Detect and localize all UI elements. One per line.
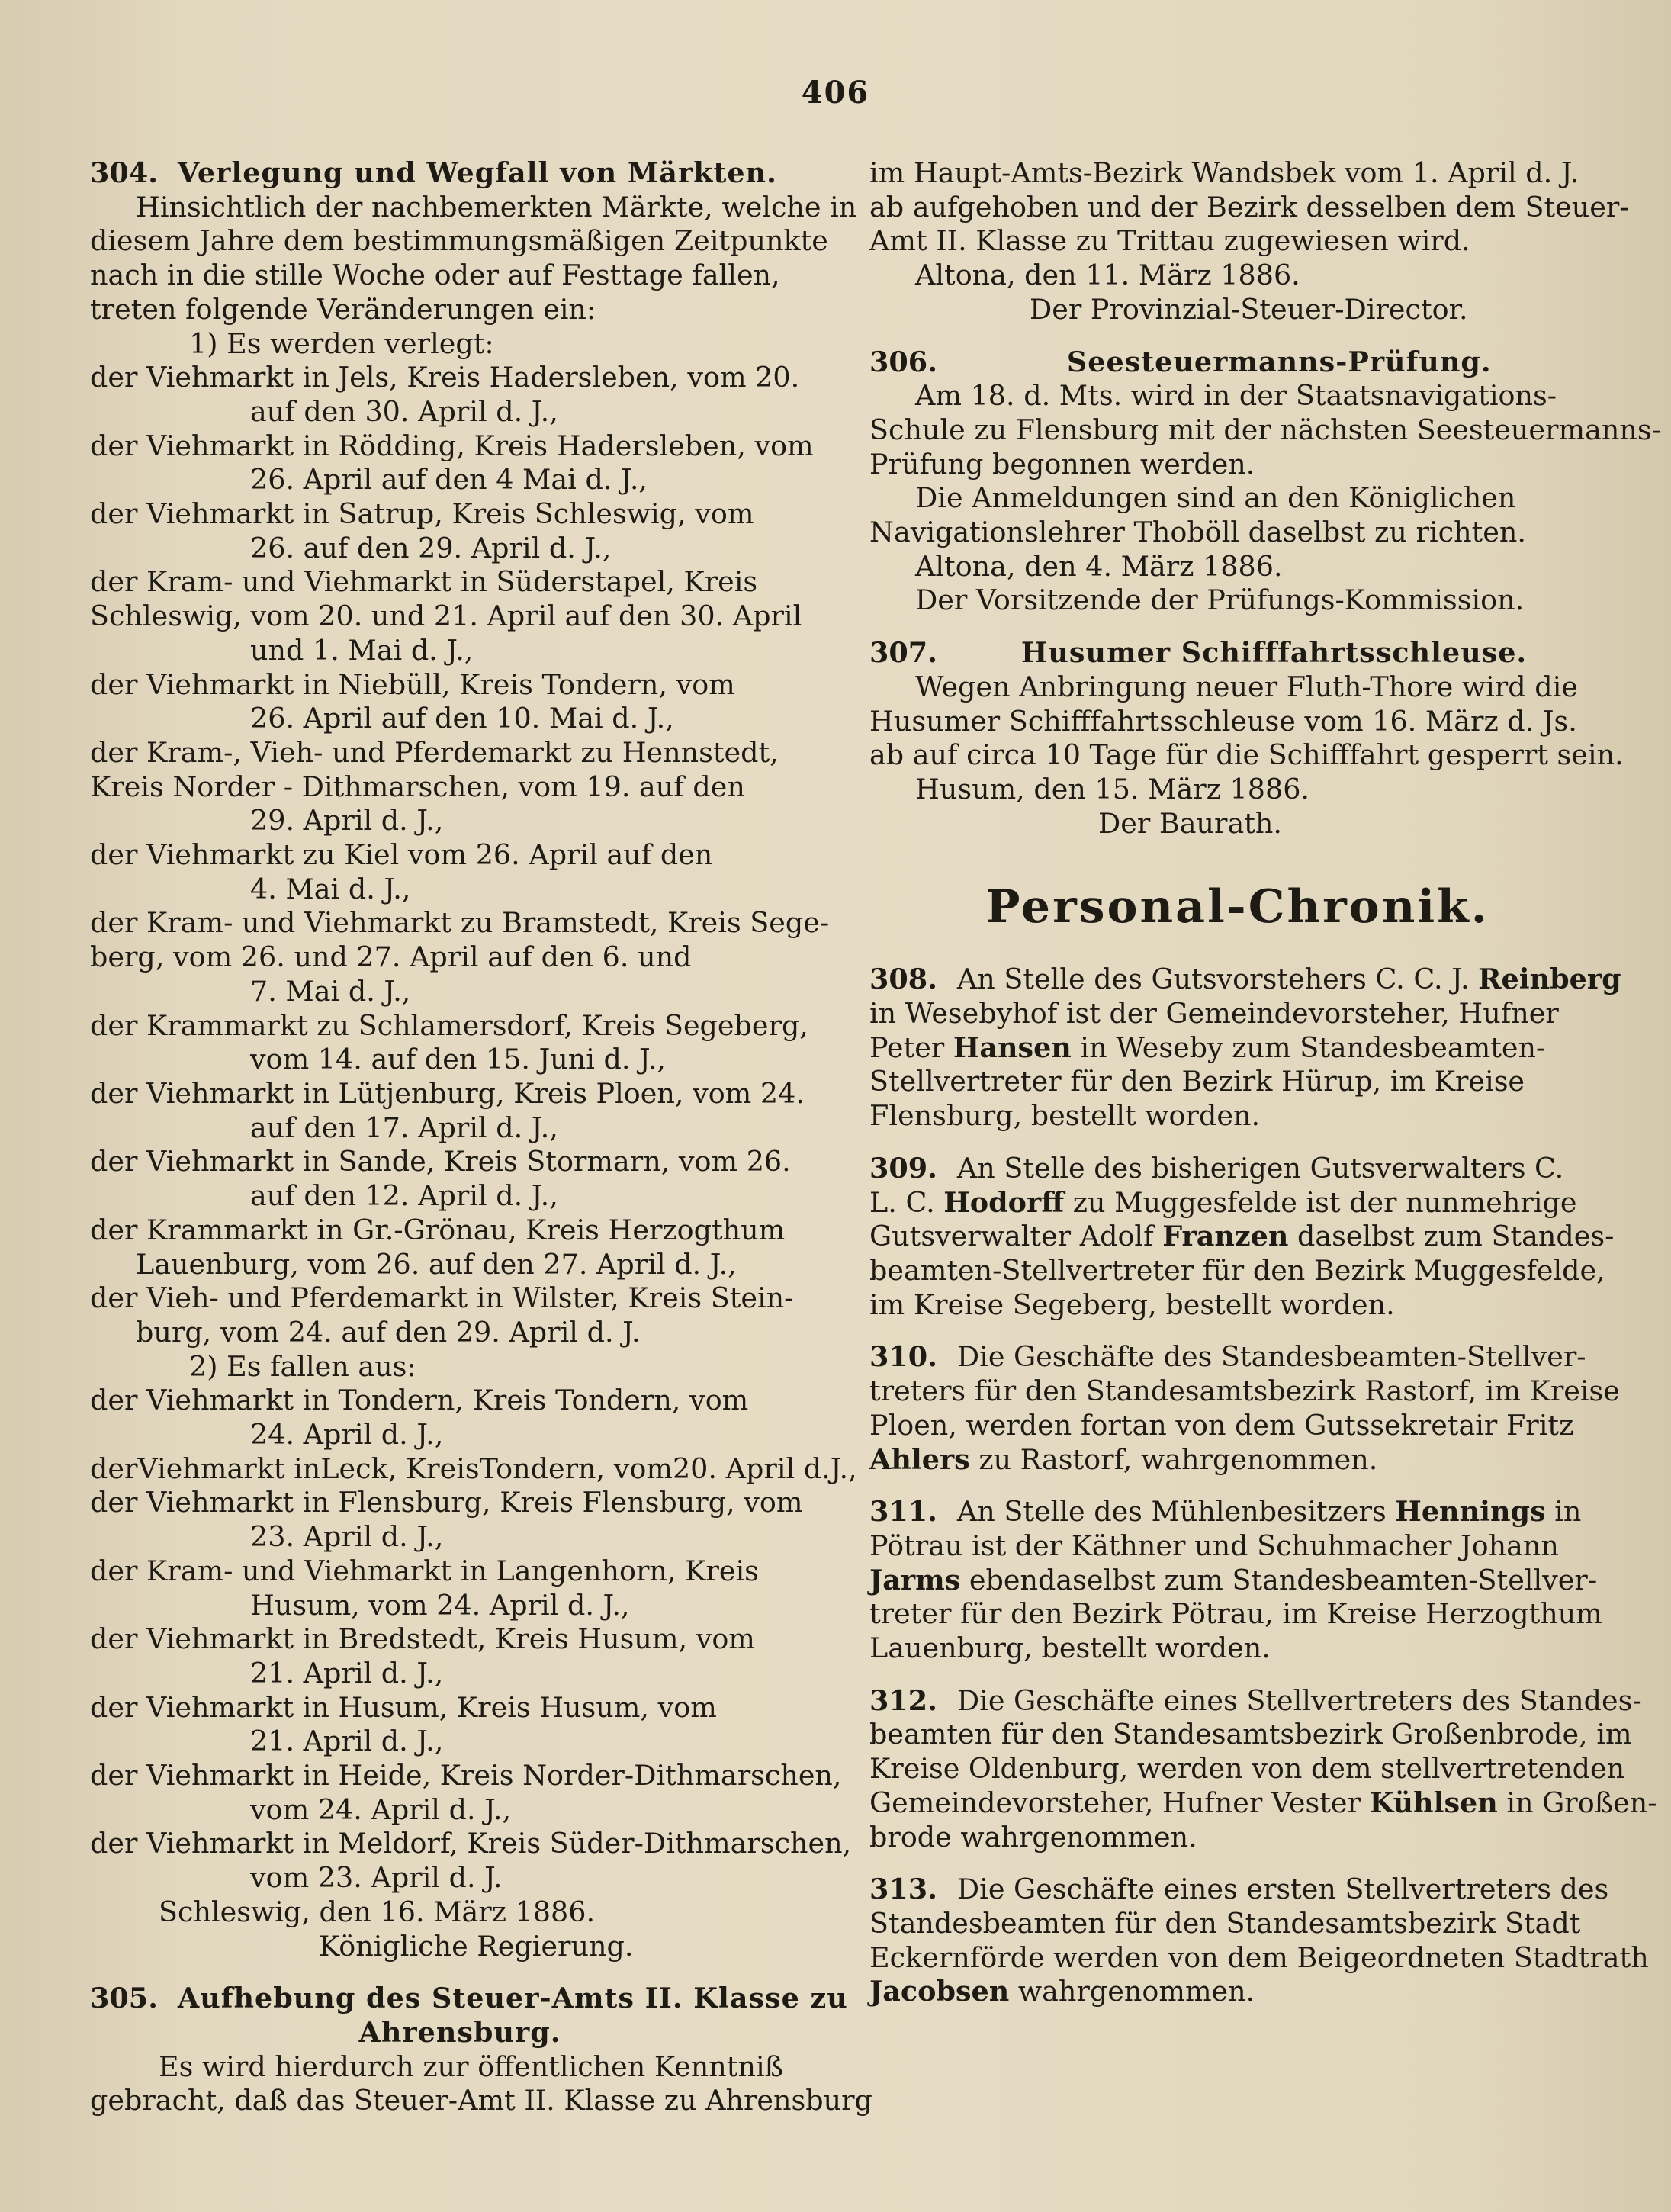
text-line: in Wesebyhof ist der Gemeindevorsteher, Hufner <box>869 997 1559 1030</box>
name-bold: Franzen <box>1162 1220 1289 1253</box>
section-number: 311. <box>869 1495 937 1529</box>
text-line: der Viehmarkt in Meldorf, Kreis Süder-Dithmarschen, <box>90 1827 852 1860</box>
text-line: beamten-Stellvertreter für den Bezirk Muggesfelde, <box>869 1253 1605 1287</box>
section-306 <box>869 345 1661 619</box>
section-number: 310. <box>869 1340 937 1374</box>
place-date: Altona, den 11. März 1886. <box>915 259 1300 292</box>
section-306-heading <box>869 346 1605 380</box>
text-line: der Viehmarkt in Husum, Kreis Husum, vom <box>90 1690 717 1724</box>
section-number: 307. <box>869 636 937 670</box>
section-309 <box>869 1151 1615 1323</box>
subheading: 2) Es fallen aus: <box>189 1349 416 1383</box>
right-column <box>869 156 1661 2009</box>
text-line: 26. April auf den 4 Mai d. J., <box>250 463 648 497</box>
section-number: 309. <box>869 1151 937 1185</box>
text-line: Amt II. Klasse zu Trittau zugewiesen wird. <box>869 224 1470 258</box>
text-line: der Vieh- und Pferdemarkt in Wilster, Kreis Stein- <box>90 1281 794 1315</box>
text-line: im Kreise Segeberg, bestellt worden. <box>869 1288 1395 1321</box>
text-line: Husumer Schifffahrtsschleuse vom 16. März d. Js. <box>869 704 1577 738</box>
text-line: Lauenburg, bestellt worden. <box>869 1632 1271 1665</box>
text-line: und 1. Mai d. J., <box>250 633 474 667</box>
text-span: daselbst zum Standes- <box>1288 1220 1615 1253</box>
subheading: 1) Es werden verlegt: <box>189 326 494 360</box>
text-line: der Viehmarkt in Sande, Kreis Stormarn, vom 26. <box>90 1145 791 1178</box>
text-line: Standesbeamten für den Standesamtsbezirk Stadt <box>869 1906 1581 1940</box>
text-span: Gemeindevorsteher, Hufner Vester <box>869 1786 1370 1819</box>
text-line: Flensburg, bestellt worden. <box>869 1099 1261 1133</box>
text-line: diesem Jahre dem bestimmungsmäßigen Zeitpunkte <box>90 224 828 258</box>
section-307 <box>869 636 1624 841</box>
place-date: Altona, den 4. März 1886. <box>915 549 1283 583</box>
text-line: der Krammarkt zu Schlamersdorf, Kreis Segeberg, <box>90 1008 808 1042</box>
text-line: auf den 30. April d. J., <box>250 394 558 428</box>
text-line: der Viehmarkt in Jels, Kreis Hadersleben, vom 20. <box>90 361 800 394</box>
text-line: Ploen, werden fortan von dem Gutssekretair Fritz <box>869 1408 1574 1442</box>
text-line: 4. Mai d. J., <box>250 872 411 905</box>
text-line: der Viehmarkt in Satrup, Kreis Schleswig, vom <box>90 497 754 531</box>
text-span: wahrgenommen. <box>1009 1975 1255 2008</box>
text-line: der Kram- und Viehmarkt zu Bramstedt, Kreis Sege- <box>90 906 830 940</box>
text-line: 29. April d. J., <box>250 804 444 838</box>
text-line: gebracht, daß das Steuer-Amt II. Klasse zu Ahrensburg <box>90 2084 872 2117</box>
section-305-continued <box>869 156 1629 327</box>
section-number: 313. <box>869 1873 937 1906</box>
text-span: zu Rastorf, wahrgenommen. <box>969 1442 1378 1476</box>
name-bold: Hodorff <box>943 1185 1065 1219</box>
text-line: ab aufgehoben und der Bezirk desselben dem Steuer- <box>869 190 1629 223</box>
section-312 <box>869 1683 1657 1855</box>
text-line: der Viehmarkt in Lütjenburg, Kreis Ploen, vom 24. <box>90 1076 805 1110</box>
signature: Der Provinzial-Steuer-Director. <box>1030 292 1468 326</box>
section-title-continued: Ahrensburg. <box>358 2015 561 2049</box>
text-line: der Krammarkt in Gr.-Grönau, Kreis Herzogthum <box>90 1213 786 1246</box>
text-line: treter für den Bezirk Pötrau, im Kreise Herzogthum <box>869 1597 1602 1631</box>
section-number: 308. <box>869 963 937 996</box>
text-line: Navigationslehrer Thoböll daselbst zu richten. <box>869 516 1526 549</box>
section-title: Seesteuermanns-Prüfung. <box>1066 345 1492 378</box>
section-number: 304. <box>90 156 158 189</box>
text-line: 21. April d. J., <box>250 1725 444 1758</box>
text-line: vom 23. April d. J. <box>250 1861 503 1895</box>
section-310 <box>869 1340 1620 1477</box>
text-line: berg, vom 26. und 27. April auf den 6. und <box>90 940 692 974</box>
text-line: Lauenburg, vom 26. auf den 27. April d. J., <box>136 1247 737 1281</box>
text-span: in Großen- <box>1497 1786 1657 1819</box>
signature: Königliche Regierung. <box>319 1929 634 1963</box>
text-line: treten folgende Veränderungen ein: <box>90 292 596 326</box>
text-line: Es wird hierdurch zur öffentlichen Kenntniß <box>159 2050 784 2083</box>
text-line: Kreis Norder - Dithmarschen, vom 19. auf den <box>90 770 745 803</box>
section-number: 312. <box>869 1683 937 1717</box>
text-span: Die Geschäfte eines ersten Stellvertreters des <box>956 1873 1609 1906</box>
text-span: An Stelle des Mühlenbesitzers <box>956 1495 1396 1529</box>
signature: Der Vorsitzende der Prüfungs-Kommission. <box>915 584 1525 617</box>
text-span: An Stelle des bisherigen Gutsverwalters C. <box>956 1151 1564 1185</box>
section-305-heading <box>90 1982 848 2016</box>
page-number: 406 <box>801 75 870 111</box>
name-bold: Reinberg <box>1478 963 1621 996</box>
text-span: Peter <box>869 1030 953 1064</box>
section-305 <box>90 1982 872 2118</box>
text-line: vom 24. April d. J., <box>250 1792 512 1826</box>
section-title: Verlegung und Wegfall von Märkten. <box>177 156 777 189</box>
text-line: auf den 17. April d. J., <box>250 1111 558 1144</box>
text-line: treters für den Standesamtsbezirk Rastorf, im Kreise <box>869 1374 1620 1408</box>
section-311 <box>869 1495 1605 1666</box>
text-line: der Viehmarkt in Rödding, Kreis Hadersleben, vom <box>90 429 814 462</box>
text-line: Eckernförde werden von dem Beigeordneten Stadtrath <box>869 1940 1649 1974</box>
text-span: Gutsverwalter Adolf <box>869 1220 1163 1253</box>
signature: Der Baurath. <box>1098 806 1282 840</box>
text-line: derViehmarkt inLeck, KreisTondern, vom20. April d.J., <box>90 1452 857 1485</box>
text-line: beamten für den Standesamtsbezirk Großenbrode, im <box>869 1718 1632 1751</box>
left-column <box>90 156 872 2118</box>
section-313 <box>869 1873 1649 2009</box>
text-line: der Viehmarkt zu Kiel vom 26. April auf den <box>90 838 713 872</box>
text-line: Wegen Anbringung neuer Fluth-Thore wird die <box>915 670 1578 703</box>
text-line: Pötrau ist der Käthner und Schuhmacher Johann <box>869 1529 1559 1562</box>
text-span: in <box>1545 1495 1582 1529</box>
text-line: der Viehmarkt in Flensburg, Kreis Flensburg, vom <box>90 1486 803 1519</box>
text-span: zu Muggesfelde ist der nunmehrige <box>1064 1185 1577 1219</box>
section-308 <box>869 963 1621 1133</box>
text-line: der Kram-, Vieh- und Pferdemarkt zu Hennstedt, <box>90 735 779 769</box>
text-span: L. C. <box>869 1185 944 1219</box>
text-line: im Haupt-Amts-Bezirk Wandsbek vom 1. April d. J. <box>869 156 1579 189</box>
section-number: 306. <box>869 345 937 378</box>
name-bold: Ahlers <box>869 1442 970 1476</box>
text-line: 23. April d. J., <box>250 1520 444 1554</box>
section-number: 305. <box>90 1982 158 2015</box>
text-line: brode wahrgenommen. <box>869 1820 1197 1854</box>
text-line: Schleswig, vom 20. und 21. April auf den 30. April <box>90 600 802 633</box>
text-line: vom 14. auf den 15. Juni d. J., <box>250 1043 667 1076</box>
text-line: 26. April auf den 10. Mai d. J., <box>250 702 674 735</box>
text-line: Schule zu Flensburg mit der nächsten Seesteuermanns- <box>869 413 1661 446</box>
text-line: der Viehmarkt in Niebüll, Kreis Tondern, vom <box>90 667 735 701</box>
text-line: 7. Mai d. J., <box>250 974 411 1008</box>
section-304 <box>90 156 857 1963</box>
text-line: Die Anmeldungen sind an den Königlichen <box>915 481 1516 515</box>
name-bold: Jarms <box>869 1563 961 1596</box>
name-bold: Hennings <box>1395 1495 1546 1529</box>
name-bold: Hansen <box>953 1030 1072 1064</box>
text-line: der Viehmarkt in Tondern, Kreis Tondern, vom <box>90 1384 749 1417</box>
text-line: der Kram- und Viehmarkt in Süderstapel, Kreis <box>90 565 758 599</box>
text-line: der Viehmarkt in Heide, Kreis Norder-Dithmarschen, <box>90 1759 842 1792</box>
text-line: Prüfung begonnen werden. <box>869 447 1255 481</box>
text-line: Husum, vom 24. April d. J., <box>250 1588 630 1622</box>
text-line: der Kram- und Viehmarkt in Langenhorn, Kreis <box>90 1554 759 1587</box>
name-bold: Jacobsen <box>869 1975 1010 2008</box>
section-307-heading <box>869 636 1605 670</box>
text-line: Kreise Oldenburg, werden von dem stellvertretenden <box>869 1752 1625 1786</box>
section-title: Husumer Schifffahrtsschleuse. <box>1020 636 1528 670</box>
chronik-title: Personal-Chronik. <box>985 880 1489 934</box>
text-line: 24. April d. J., <box>250 1418 444 1452</box>
place-date: Schleswig, den 16. März 1886. <box>159 1895 596 1928</box>
text-line: der Viehmarkt in Bredstedt, Kreis Husum, vom <box>90 1622 755 1656</box>
text-line: nach in die stille Woche oder auf Festtage fallen, <box>90 259 780 292</box>
text-line: burg, vom 24. auf den 29. April d. J. <box>136 1315 641 1349</box>
text-line: 21. April d. J., <box>250 1656 444 1690</box>
text-span: An Stelle des Gutsvorstehers C. C. J. <box>956 963 1479 996</box>
section-304-heading <box>90 156 830 191</box>
text-line: auf den 12. April d. J., <box>250 1179 558 1213</box>
text-span: Die Geschäfte eines Stellvertreters des Standes- <box>956 1683 1642 1717</box>
text-line: Stellvertreter für den Bezirk Hürup, im Kreise <box>869 1065 1525 1098</box>
text-line: 26. auf den 29. April d. J., <box>250 531 612 564</box>
text-line: ab auf circa 10 Tage für die Schifffahrt gesperrt sein. <box>869 738 1624 772</box>
name-bold: Kühlsen <box>1369 1786 1498 1819</box>
text-span: in Weseby zum Standesbeamten- <box>1071 1030 1546 1064</box>
text-line: Am 18. d. Mts. wird in der Staatsnavigations- <box>915 379 1557 413</box>
text-line: Hinsichtlich der nachbemerkten Märkte, welche in <box>136 190 857 223</box>
section-title: Aufhebung des Steuer-Amts II. Klasse zu <box>177 1982 848 2015</box>
place-date: Husum, den 15. März 1886. <box>915 772 1310 805</box>
text-span: ebendaselbst zum Standesbeamten-Stellver- <box>960 1563 1598 1596</box>
text-span: Die Geschäfte des Standesbeamten-Stellver- <box>956 1340 1586 1374</box>
